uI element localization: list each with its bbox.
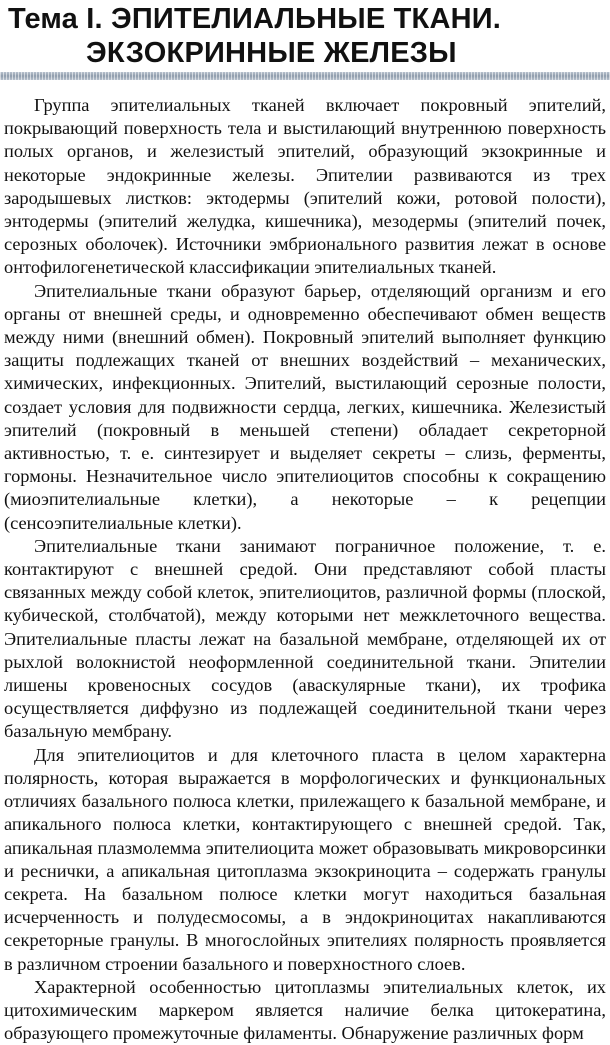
paragraph-2: Эпителиальные ткани образуют барьер, отделяющий организм и его органы от внешней среды, и одновременно обеспечивают обмен веществ между ними (внешний обмен). Покровный эпителий выполняет функцию защиты подлежащих тканей от внешних воздействий – механических, химических, инфекционных. Эпителий, выстилающий серозные полости, создает условия для подвижности сердца, легких, кишечника. Железистый эпителий (покровный в меньшей степени) обладает секреторной активностью, т. е. синтезирует и выделяет секреты – слизь, ферменты, гормоны. Незначительное число эпителиоцитов способны к сокращению (миоэпителиальные клетки), а некоторые – к рецепции (сенсоэпителиальные клетки).	[4, 280, 606, 533]
paragraph-4: Для эпителиоцитов и для клеточного пласта в целом характерна полярность, которая выражается в морфологических и функциональных отличиях базального полюса клетки, прилежащего к базальной мембране, и апикального полюса клетки, контактирующего с внешней средой. Так, апикальная плазмолемма эпителиоцита может образовывать микроворсинки и реснички, а апикальная цитоплазма экзокриноцита – содержать гранулы секрета. На базальном полюсе клетки могут находиться базальная исчерченность и полудесмосомы, а в эндокриноцитах накапливаются секреторные гранулы. В многослойных эпителиях полярность проявляется в различном строении базального и поверхностного слоев.	[4, 744, 606, 974]
chapter-title-line-2: ЭКЗОКРИННЫЕ ЖЕЛЕЗЫ	[86, 37, 457, 69]
chapter-title-line-1: Тема I. ЭПИТЕЛИАЛЬНЫЕ ТКАНИ.	[8, 3, 502, 35]
decorative-divider	[0, 72, 610, 80]
chapter-heading	[8, 2, 606, 70]
paragraph-3: Эпителиальные ткани занимают пограничное положение, т. е. контактируют с внешней средой. Они представляют собой пласты связанных между собой клеток, эпителиоцитов, различной формы (плоской, кубической, столбчатой), между которыми нет межклеточного вещества. Эпителиальные пласты лежат на базальной мембране, отделяющей их от рыхлой волокнистой неоформленной соединительной ткани. Эпителии лишены кровеносных сосудов (аваскулярные ткани), их трофика осуществляется диффузно из подлежащей соединительной ткани через базальную мембрану.	[4, 535, 606, 742]
paragraph-5: Характерной особенностью цитоплазмы эпителиальных клеток, их цитохимическим маркером является наличие белка цитокератина, образующего промежуточные филаменты. Обнаружение различных форм	[4, 976, 606, 1044]
paragraph-1: Группа эпителиальных тканей включает покровный эпителий, покрывающий поверхность тела и выстилающий внутреннюю поверхность полых органов, и железистый эпителий, образующий экзокринные и некоторые эндокринные железы. Эпителии развиваются из трех зародышевых листков: эктодермы (эпителий кожи, ротовой полости), энтодермы (эпителий желудка, кишечника), мезодермы (эпителий почек, серозных оболочек). Источники эмбрионального развития лежат в основе онтофилогенетической классификации эпителиальных тканей.	[4, 95, 606, 278]
body-text	[4, 94, 606, 1045]
